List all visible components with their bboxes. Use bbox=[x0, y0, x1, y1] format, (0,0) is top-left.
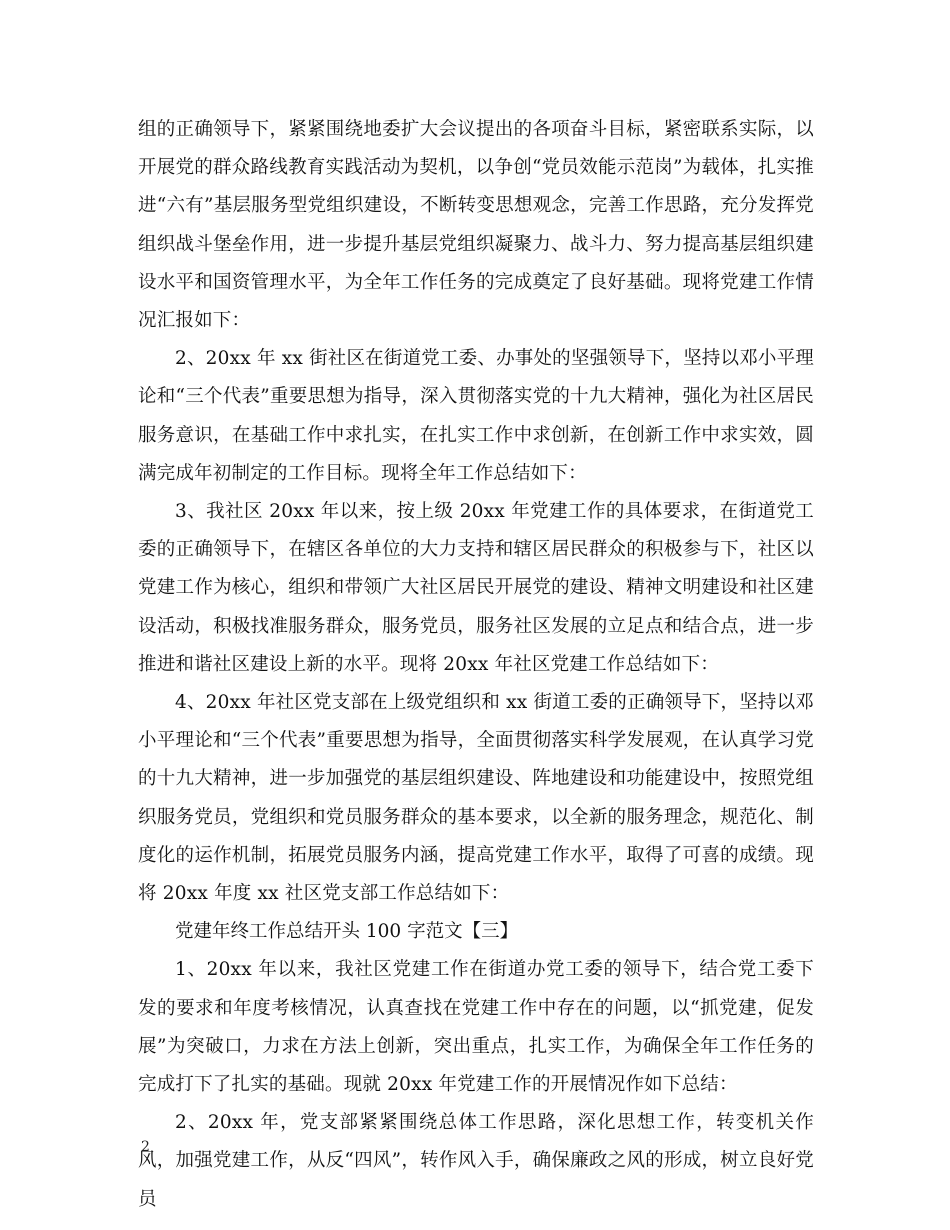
paragraph-item-2: 2、20xx 年 xx 街社区在街道党工委、办事处的坚强领导下，坚持以邓小平理论和“三个代表”重要思想为指导，深入贯彻落实党的十九大精神，强化为社区居民服务意识，在基础工作中求扎实，在扎实工作中求创新，在创新工作中求实效，圆满完成年初制定的工作目标。现将全年工作总结如下： bbox=[138, 348, 814, 484]
paragraph-continuation: 组的正确领导下，紧紧围绕地委扩大会议提出的各项奋斗目标，紧密联系实际，以开展党的群众路线教育实践活动为契机，以争创“党员效能示范岗”为载体，扎实推进“六有”基层服务型党组织建设，不断转变思想观念，完善工作思路，充分发挥党组织战斗堡垒作用，进一步提升基层党组织凝聚力、战斗力、努力提高基层组织建设水平和国资管理水平，为全年工作任务的完成奠定了良好基础。现将党建工作情况汇报如下： bbox=[138, 119, 814, 332]
paragraph-section3-item-1: 1、20xx 年以来，我社区党建工作在街道办党工委的领导下，结合党工委下发的要求和年度考核情况，认真查找在党建工作中存在的问题，以“抓党建，促发展”为突破口，力求在方法上创新，突出重点，扎实工作，为确保全年工作任务的完成打下了扎实的基础。现就 20xx 年党建工作的开展情况作如下总结： bbox=[138, 959, 814, 1096]
document-body bbox=[138, 111, 814, 1219]
section-heading: 党建年终工作总结开头 100 字范文【三】 bbox=[175, 921, 519, 943]
paragraph-item-3: 3、我社区 20xx 年以来，按上级 20xx 年党建工作的具体要求，在街道党工委的正确领导下，在辖区各单位的大力支持和辖区居民群众的积极参与下，社区以党建工作为核心，组织和带领广大社区居民开展党的建设、精神文明建设和社区建设活动，积极找准服务群众，服务党员，服务社区发展的立足点和结合点，进一步推进和谐社区建设上新的水平。现将 20xx 年社区党建工作总结如下： bbox=[138, 501, 814, 675]
paragraph-section3-item-2: 2、20xx 年，党支部紧紧围绕总体工作思路，深化思想工作，转变机关作风，加强党建工作，从反“四风”，转作风入手，确保廉政之风的形成，树立良好党员 bbox=[138, 1112, 814, 1210]
paragraph-item-4: 4、20xx 年社区党支部在上级党组织和 xx 街道工委的正确领导下，坚持以邓小平理论和“三个代表”重要思想为指导，全面贯彻落实科学发展观，在认真学习党的十九大精神，进一步加强党的基层组织建设、阵地建设和功能建设中，按照党组织服务党员，党组织和党员服务群众的基本要求，以全新的服务理念，规范化、制度化的运作机制，拓展党员服务内涵，提高党建工作水平，取得了可喜的成绩。现将 20xx 年度 xx 社区党支部工作总结如下： bbox=[138, 692, 814, 905]
page-number: 2 bbox=[141, 1139, 150, 1155]
